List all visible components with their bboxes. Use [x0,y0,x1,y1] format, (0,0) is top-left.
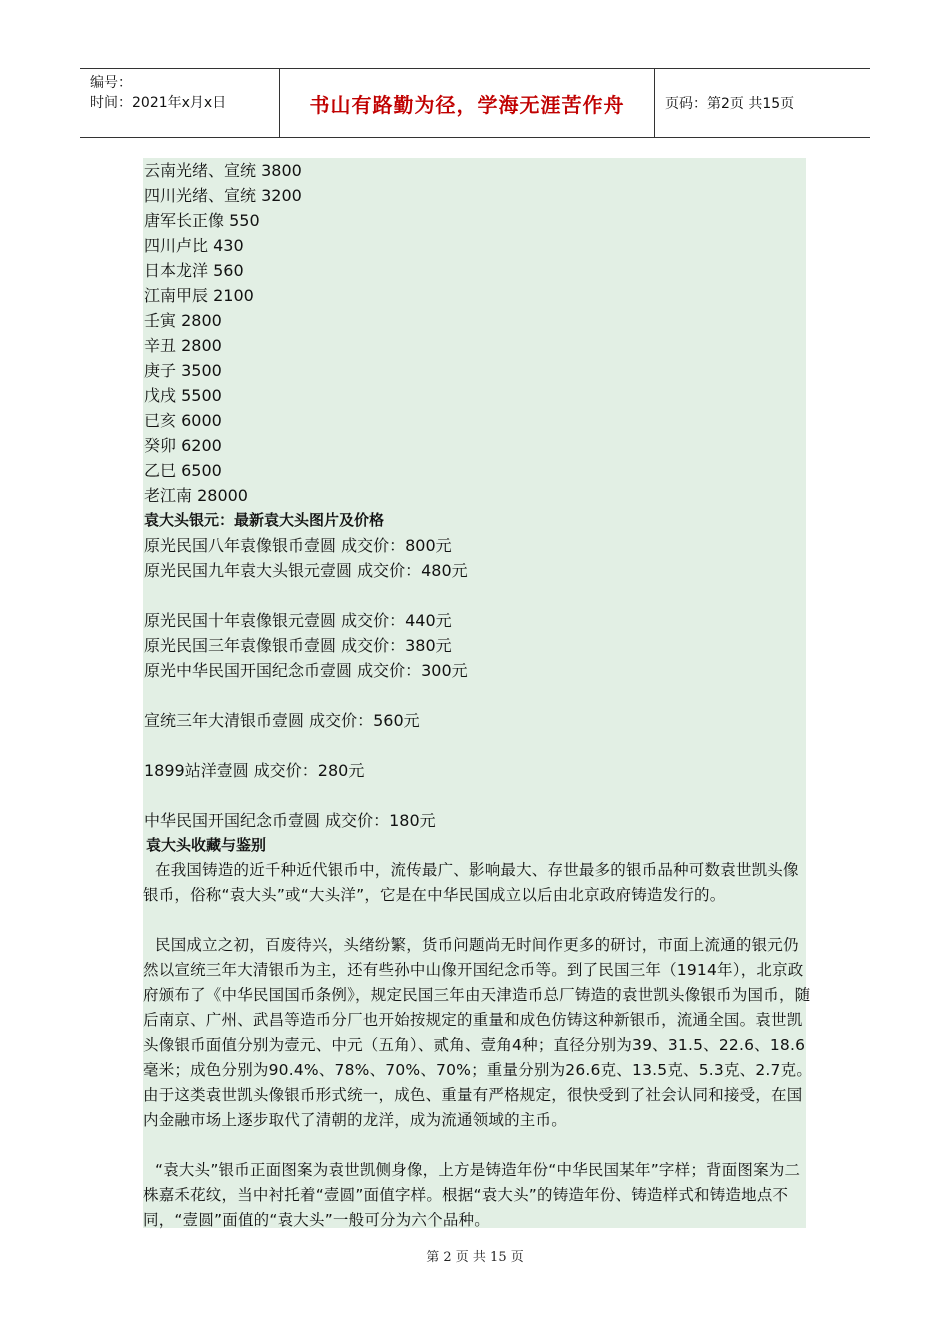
price-item: 日本龙洋 560 [144,261,244,280]
price-item: 云南光绪、宣统 3800 [144,161,302,180]
price-item: 四川光绪、宣统 3200 [144,186,302,205]
paragraph-text: “袁大头”银币正面图案为袁世凯侧身像，上方是铸造年份“中华民国某年”字样；背面图案为二株嘉禾花纹，当中衬托着“壹圆”面值字样。根据“袁大头”的铸造年份、铸造样式和铸造地点不同，“壹圆”面值的“袁大头”一般可分为六个品种。 [143,1161,801,1229]
transaction-item: 原光中华民国开国纪念币壹圆 成交价：300元 [144,661,468,680]
price-item: 壬寅 2800 [144,311,222,330]
header-page-info: 页码：第2页 共15页 [665,96,795,112]
paragraph [143,933,813,1133]
transaction-item: 中华民国开国纪念币壹圆 成交价：180元 [144,811,436,830]
price-item: 已亥 6000 [144,411,222,430]
section-heading: 袁大头收藏与鉴别 [146,836,267,854]
page-footer: 第 2 页 共 15 页 [426,1250,524,1265]
price-item: 四川卢比 430 [144,236,244,255]
price-item: 庚子 3500 [144,361,222,380]
header-meta [80,69,280,137]
price-item: 乙巳 6500 [144,461,222,480]
paragraph-text: 民国成立之初，百废待兴，头绪纷繁，货币问题尚无时间作更多的研讨，市面上流通的银元仍然以宣统三年大清银币为主，还有些孙中山像开国纪念币等。到了民国三年（1914年），北京政府颁布了《中华民国国币条例》，规定民国三年由天津造币总厂铸造的袁世凯头像银币为国币，随后南京、广州、武昌等造币分厂也开始按规定的重量和成色仿铸这种新银币，流通全国。袁世凯头像银币面值分别为壹元、中元（五角）、贰角、壹角4种；直径分别为39、31.5、22.6、18.6毫米；成色分别为90.4%、78%、70%、70%；重量分别为26.6克、13.5克、5.3克、2.7克。由于这类袁世凯头像银币形式统一，成色、重量有严格规定，很快受到了社会认同和接受，在国内金融市场上逐步取代了清朝的龙洋，成为流通领域的主币。 [143,936,813,1129]
transaction-item: 1899站洋壹圆 成交价：280元 [144,761,365,780]
transaction-item: 原光民国十年袁像银元壹圆 成交价：440元 [144,611,452,630]
page-header [80,68,870,138]
number-label: 编号： [90,75,132,91]
paragraph [143,858,813,908]
price-item: 癸卯 6200 [144,436,222,455]
price-item: 江南甲辰 2100 [144,286,254,305]
section-heading: 袁大头银元：最新袁大头图片及价格 [144,511,385,529]
price-item: 唐军长正像 550 [144,211,260,230]
time-label: 时间：2021年x月x日 [90,95,227,111]
price-item: 老江南 28000 [144,486,248,505]
header-motto: 书山有路勤为径，学海无涯苦作舟 [280,69,655,137]
price-item: 戊戌 5500 [144,386,222,405]
paragraph-text: 在我国铸造的近千种近代银币中，流传最广、影响最大、存世最多的银币品种可数袁世凯头像银币，俗称“袁大头”或“大头洋”，它是在中华民国成立以后由北京政府铸造发行的。 [143,861,799,904]
transaction-item: 原光民国九年袁大头银元壹圆 成交价：480元 [144,561,468,580]
transaction-item: 原光民国八年袁像银币壹圆 成交价：800元 [144,536,452,555]
price-item: 辛丑 2800 [144,336,222,355]
transaction-item: 原光民国三年袁像银币壹圆 成交价：380元 [144,636,452,655]
transaction-item: 宣统三年大清银币壹圆 成交价：560元 [144,711,420,730]
paragraph [143,1158,813,1233]
